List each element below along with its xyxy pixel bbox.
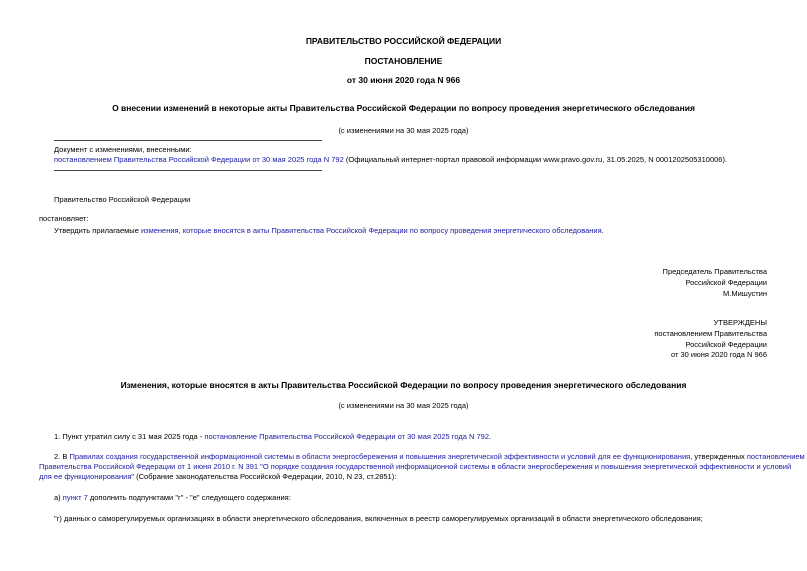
repeal-decree-link[interactable]: постановление Правительства Российской Федерации от 30 мая 2025 года N 792 (204, 432, 490, 441)
decrees-word: постановляет: (39, 214, 89, 223)
approve-paragraph: Утвердить прилагаемые изменения, которые вносятся в акты Правительства Российской Федерации по вопросу проведения энергетического обследования. (54, 226, 604, 235)
decree-391-link-part-3[interactable]: для ее функционирования (39, 472, 132, 481)
subparagraph-g: "г) данных о саморегулируемых организациях в области энергетического обследования, включенных в реестр саморегулируемых организаций в области энергетического обследования; (54, 514, 703, 523)
decree-391-link-part-1[interactable]: постановлением (746, 452, 805, 461)
issuer: Правительство Российской Федерации (54, 195, 191, 204)
document-title: О внесении изменений в некоторые акты Правительства Российской Федерации по вопросу проведения энергетического обследования (112, 103, 695, 113)
changes-box-top-rule (54, 140, 322, 141)
clause-7-link[interactable]: пункт 7 (62, 493, 88, 502)
changes-annex-link[interactable]: изменения, которые вносятся в акты Правительства Российской Федерации по вопросу проведения энергетического обследования (140, 226, 602, 235)
annex-paragraph-1: 1. Пункт утратил силу с 31 мая 2025 года - постановление Правительства Российской Федерации от 30 мая 2025 года N 792. (54, 432, 492, 441)
approved-by: постановлением Правительства (654, 329, 767, 338)
changes-intro: Документ с изменениями, внесенными: (54, 145, 192, 154)
edition-note: (с изменениями на 30 мая 2025 года) (338, 126, 469, 135)
annex-edition: (с изменениями на 30 мая 2025 года) (338, 401, 469, 410)
signature-name: М.Мишустин (723, 289, 767, 298)
approved-date: от 30 июня 2020 года N 966 (670, 350, 767, 359)
annex-title: Изменения, которые вносятся в акты Правительства Российской Федерации по вопросу проведения энергетического обследования (120, 380, 687, 390)
signature-title: Председатель Правительства (662, 267, 767, 276)
changes-line (54, 155, 727, 164)
annex-paragraph-2-line-2 (39, 462, 791, 471)
subparagraph-a: а) пункт 7 дополнить подпунктами "г" - "е" следующего содержания: (54, 493, 291, 502)
decree-391-link-part-2[interactable]: Правительства Российской Федерации от 1 июня 2010 г. N 391 "О порядке создания государственной информационной системы в области энергосбережения и повышения энергетической эффективности и условий (39, 462, 792, 471)
signature-org: Российской Федерации (685, 278, 767, 287)
approved-org: Российской Федерации (685, 340, 767, 349)
changes-box-bottom-rule (54, 170, 322, 171)
amendment-source: (Официальный интернет-портал правовой информации www.pravo.gov.ru, 31.05.2025, N 0001202505310006). (343, 155, 728, 164)
document-type: ПОСТАНОВЛЕНИЕ (364, 56, 443, 66)
rules-link[interactable]: Правилах создания государственной информационной системы в области энергосбережения и повышения энергетической эффективности и условий для ее функционирования (69, 452, 691, 461)
document-date: от 30 июня 2020 года N 966 (346, 75, 461, 85)
annex-paragraph-2-line-3: для ее функционирования" (Собрание законодательства Российской Федерации, 2010, N 23, ст.2851): (39, 472, 397, 481)
annex-paragraph-2-line-1: 2. В Правилах создания государственной информационной системы в области энергосбережения и повышения энергетической эффективности и условий для ее функционирования, утвержденных постановлением (54, 452, 805, 461)
approved-stamp: УТВЕРЖДЕНЫ (713, 318, 767, 327)
amendment-link[interactable]: постановлением Правительства Российской Федерации от 30 мая 2025 года N 792 (54, 155, 344, 164)
government-heading: ПРАВИТЕЛЬСТВО РОССИЙСКОЙ ФЕДЕРАЦИИ (305, 36, 502, 46)
